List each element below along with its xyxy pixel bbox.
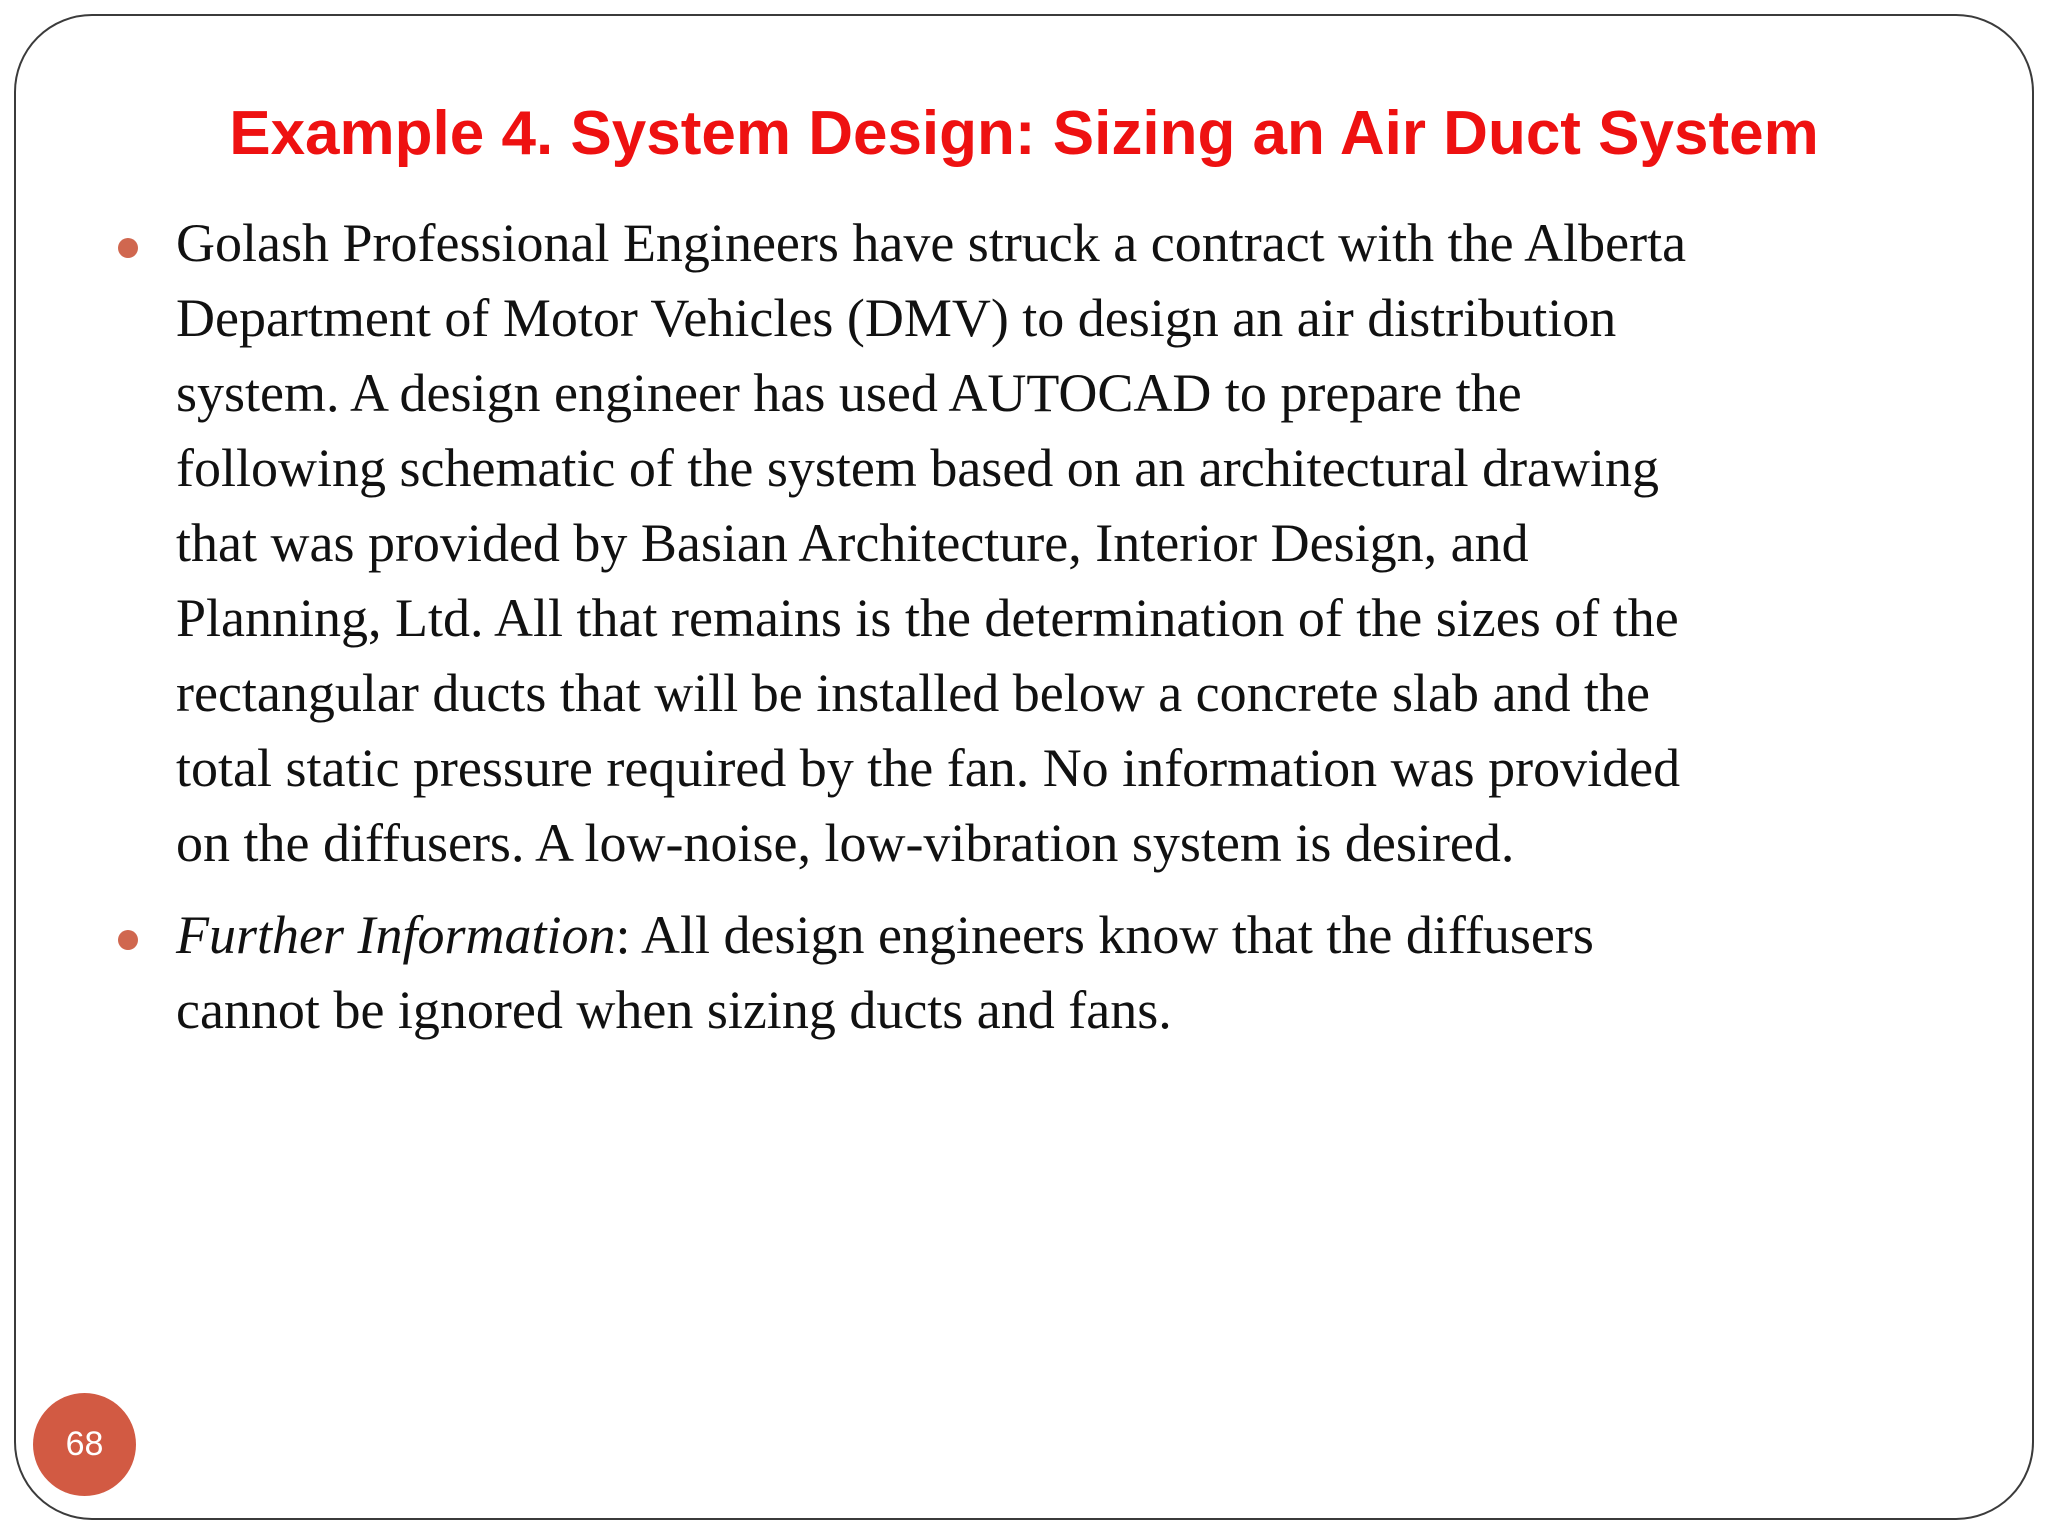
- bullet-dot-icon: [118, 238, 138, 258]
- bullet-1-line-2: Department of Motor Vehicles (DMV) to design an air distribution: [176, 288, 1617, 348]
- bullet-2-line-1: [176, 898, 1988, 973]
- bullet-item-2: [0, 898, 2048, 1048]
- bullet-1-line-3: system. A design engineer has used AUTOCAD to prepare the: [176, 363, 1522, 423]
- further-information-label: Further Information: [176, 905, 616, 965]
- bullet-2-line-2: cannot be ignored when sizing ducts and fans.: [176, 980, 1172, 1040]
- bullet-dot-icon: [118, 930, 138, 950]
- slide-title: Example 4. System Design: Sizing an Air Duct System: [229, 99, 1819, 168]
- page-number-badge: 68: [33, 1393, 136, 1496]
- bullet-2-line-1-text: : All design engineers know that the diffusers: [615, 905, 1594, 965]
- bullet-1-line-4: following schematic of the system based on an architectural drawing: [176, 438, 1660, 498]
- bullet-item-1: [0, 206, 2048, 881]
- bullet-list: [0, 206, 2048, 1065]
- bullet-1-line-6: Planning, Ltd. All that remains is the determination of the sizes of the: [176, 588, 1679, 648]
- bullet-1-line-5: that was provided by Basian Architecture, Interior Design, and: [176, 513, 1529, 573]
- bullet-1-line-1: Golash Professional Engineers have struck a contract with the Alberta: [176, 213, 1687, 273]
- bullet-1-line-7: rectangular ducts that will be installed below a concrete slab and the: [176, 663, 1650, 723]
- bullet-1-line-9: on the diffusers. A low-noise, low-vibration system is desired.: [176, 813, 1515, 873]
- bullet-1-line-8: total static pressure required by the fan. No information was provided: [176, 738, 1681, 798]
